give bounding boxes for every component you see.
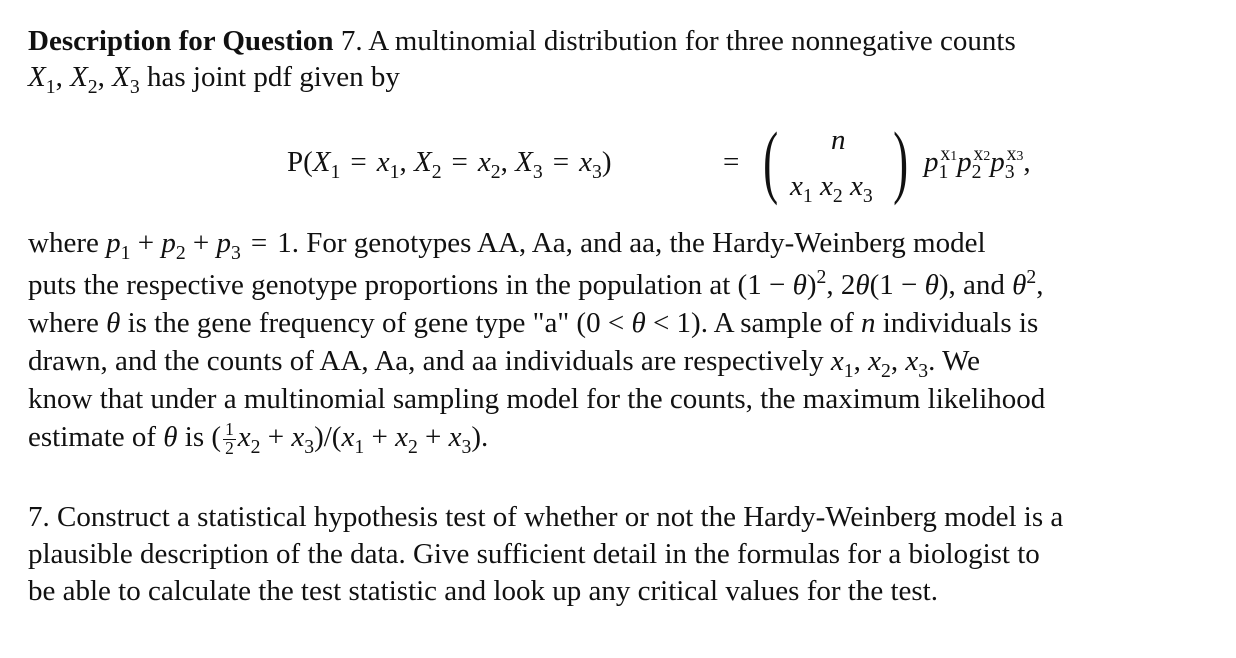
- multinomial-pdf-equation: [0, 115, 1236, 210]
- equation-lhs: $P(X_1 = x_1$, $X_2 = x_2$, $X_3 = x_3$): [287, 146, 612, 183]
- paragraph-line-4: drawn, and the counts of AA, Aa, and aa individuals are respectively $x_1$, $x_2$, $x_3$. We: [28, 345, 981, 382]
- equation-rhs: $p_1^{x1}p_2^{x2}p_3^{x3}$,: [924, 143, 1031, 183]
- paragraph-line-5: know that under a multinomial sampling model for the counts, the maximum likelihood: [28, 383, 1046, 415]
- var-x3: $X_3$: [112, 61, 140, 98]
- paragraph-line-6: estimate of θ is ( $\frac{1}{2}$ $x_2 + x_3)/(x_1 + x_2 + x_3)$.: [28, 419, 489, 458]
- var-x1: $X_1$: [28, 61, 56, 98]
- var-x2: $X_2$: [70, 61, 98, 98]
- paragraph-line-1: where $p_1 + p_2 + p_3 = 1$. For genotypes AA, Aa, and aa, the Hardy-Weinberg model: [28, 227, 986, 264]
- binomial-bottom: $x_1$ $x_2$ $x_3$: [790, 170, 873, 207]
- left-paren: (: [763, 115, 779, 206]
- description-title: Description for Question: [28, 25, 334, 57]
- right-paren: ): [893, 115, 909, 206]
- intro-tail: has joint pdf given by: [146, 61, 400, 93]
- equals-sign: =: [723, 146, 740, 178]
- paragraph-line-3: where θ is the gene frequency of gene type "a" (0 < θ < 1). A sample of n individuals is: [28, 307, 1039, 339]
- binomial-top: n: [831, 124, 846, 156]
- question-line-3: be able to calculate the test statistic and look up any critical values for the test.: [28, 575, 938, 607]
- question-line-2: plausible description of the data. Give sufficient detail in the formulas for a biologist to: [28, 538, 1040, 570]
- paragraph-line-2: puts the respective genotype proportions in the population at $(1 - \theta)^2$, 2θ(1 − θ), and $\theta^2$,: [28, 266, 1044, 301]
- question-heading-line: [28, 24, 1016, 58]
- question-number: 7: [340, 25, 356, 57]
- variables-line: $X_1$, $X_2$, $X_3$ has joint pdf given by: [28, 61, 400, 98]
- question-line-1: 7. Construct a statistical hypothesis test of whether or not the Hardy-Weinberg model is a: [28, 501, 1064, 533]
- intro-text: . A multinomial distribution for three nonnegative counts: [355, 25, 1016, 57]
